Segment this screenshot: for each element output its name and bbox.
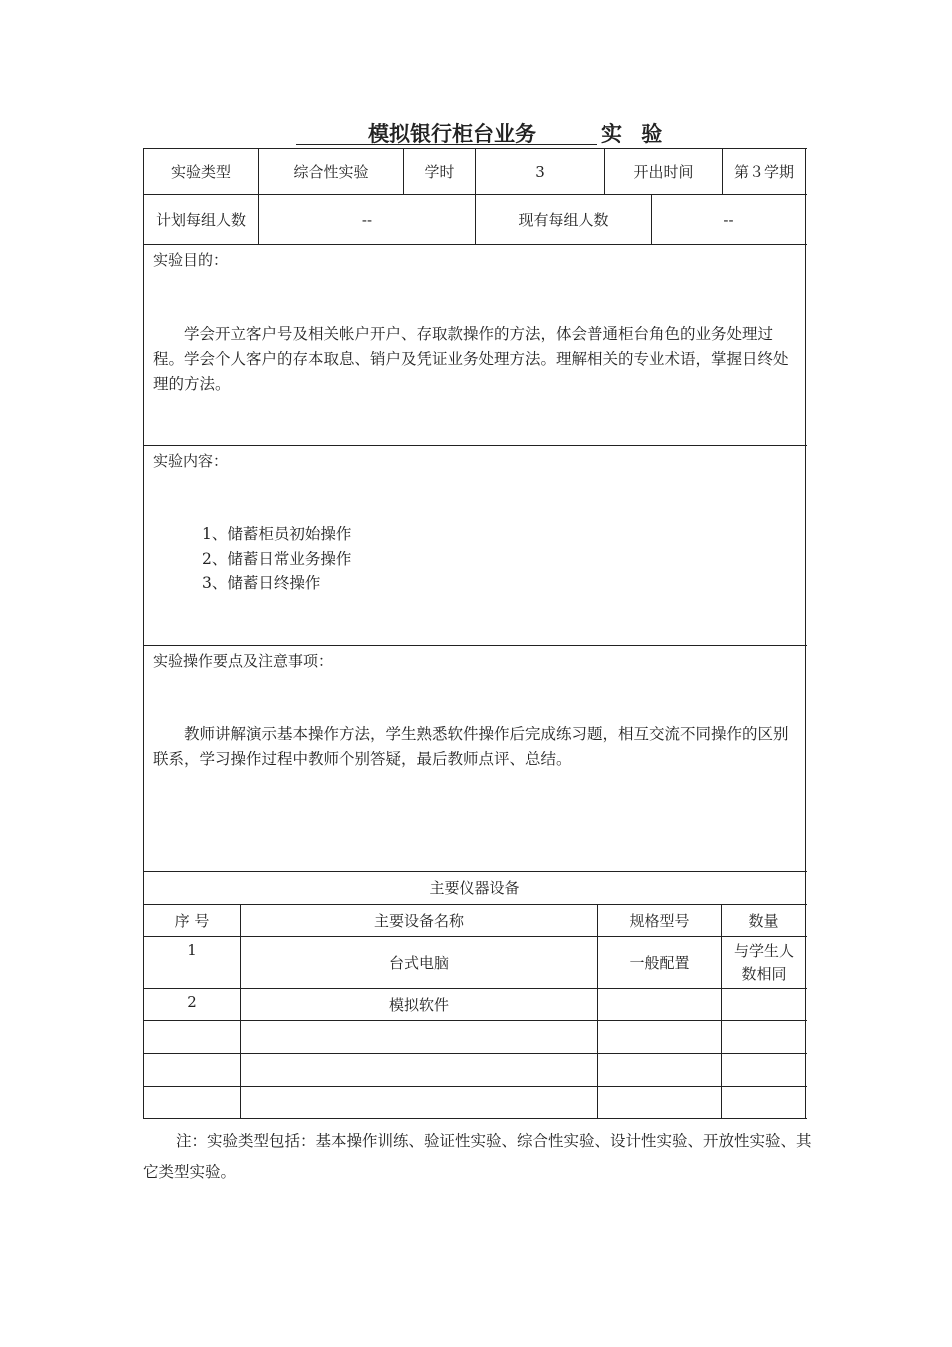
row-divider [143, 645, 807, 646]
title-main: 模拟银行柜台业务 [368, 122, 536, 146]
row-divider [143, 1020, 807, 1021]
table-cell-seq: 1 [187, 941, 197, 959]
equipment-caption: 主要仪器设备 [429, 879, 520, 897]
row-divider [143, 445, 807, 446]
content-list [202, 522, 351, 596]
title-underline-gap [538, 144, 597, 145]
row-divider [143, 1053, 807, 1054]
table-cell-name: 模拟软件 [388, 995, 449, 1014]
header-name: 主要设备名称 [373, 911, 464, 930]
table-cell-qty [722, 989, 805, 1020]
table-cell-qty: 与学生人数相同 [733, 941, 794, 983]
points-label: 实验操作要点及注意事项： [153, 652, 334, 670]
current-group-size-value: -- [723, 210, 734, 229]
purpose-text: 学会开立客户号及相关帐户开户、存取款操作的方法，体会普通柜台角色的业务处理过程。学会个人客户的存本取息、销户及凭证业务处理方法。理解相关的专业术语，掌握日终处理的方法。 [153, 325, 789, 393]
header-seq: 序 号 [174, 911, 210, 930]
header-spec: 规格型号 [629, 911, 690, 930]
current-group-size-label: 现有每组人数 [518, 210, 609, 229]
table-right-border [805, 148, 806, 1119]
title-suffix: 实 验 [601, 122, 669, 146]
page-title [296, 116, 706, 148]
hours-value: 3 [535, 162, 545, 181]
table-cell-name: 台式电脑 [388, 953, 449, 972]
type-value: 综合性实验 [293, 162, 369, 181]
purpose-label: 实验目的： [153, 251, 229, 269]
plan-group-size-label: 计划每组人数 [155, 210, 246, 229]
list-item: 3、储蓄日终操作 [202, 574, 321, 592]
table-bottom-border [143, 1118, 807, 1119]
open-time-label: 开出时间 [633, 162, 694, 181]
open-time-value: 第３学期 [733, 162, 794, 181]
type-label: 实验类型 [170, 162, 231, 181]
footnote: 注：实验类型包括：基本操作训练、验证性实验、综合性实验、设计性实验、开放性实验、其它类型实验。 [143, 1132, 812, 1181]
table-cell-spec: 一般配置 [629, 953, 690, 972]
row-divider [143, 1086, 807, 1087]
list-item: 2、储蓄日常业务操作 [202, 549, 352, 568]
header-qty: 数量 [748, 911, 779, 930]
content-label: 实验内容： [153, 452, 229, 470]
list-item: 1、储蓄柜员初始操作 [202, 525, 352, 543]
hours-label: 学时 [424, 162, 455, 181]
points-text: 教师讲解演示基本操作方法，学生熟悉软件操作后完成练习题，相互交流不同操作的区别联系，学习操作过程中教师个别答疑，最后教师点评、总结。 [153, 725, 789, 768]
plan-group-size-value: -- [361, 210, 373, 229]
table-cell-spec [598, 989, 721, 1020]
table-left-border [143, 148, 144, 1119]
table-cell-seq: 2 [187, 993, 197, 1011]
